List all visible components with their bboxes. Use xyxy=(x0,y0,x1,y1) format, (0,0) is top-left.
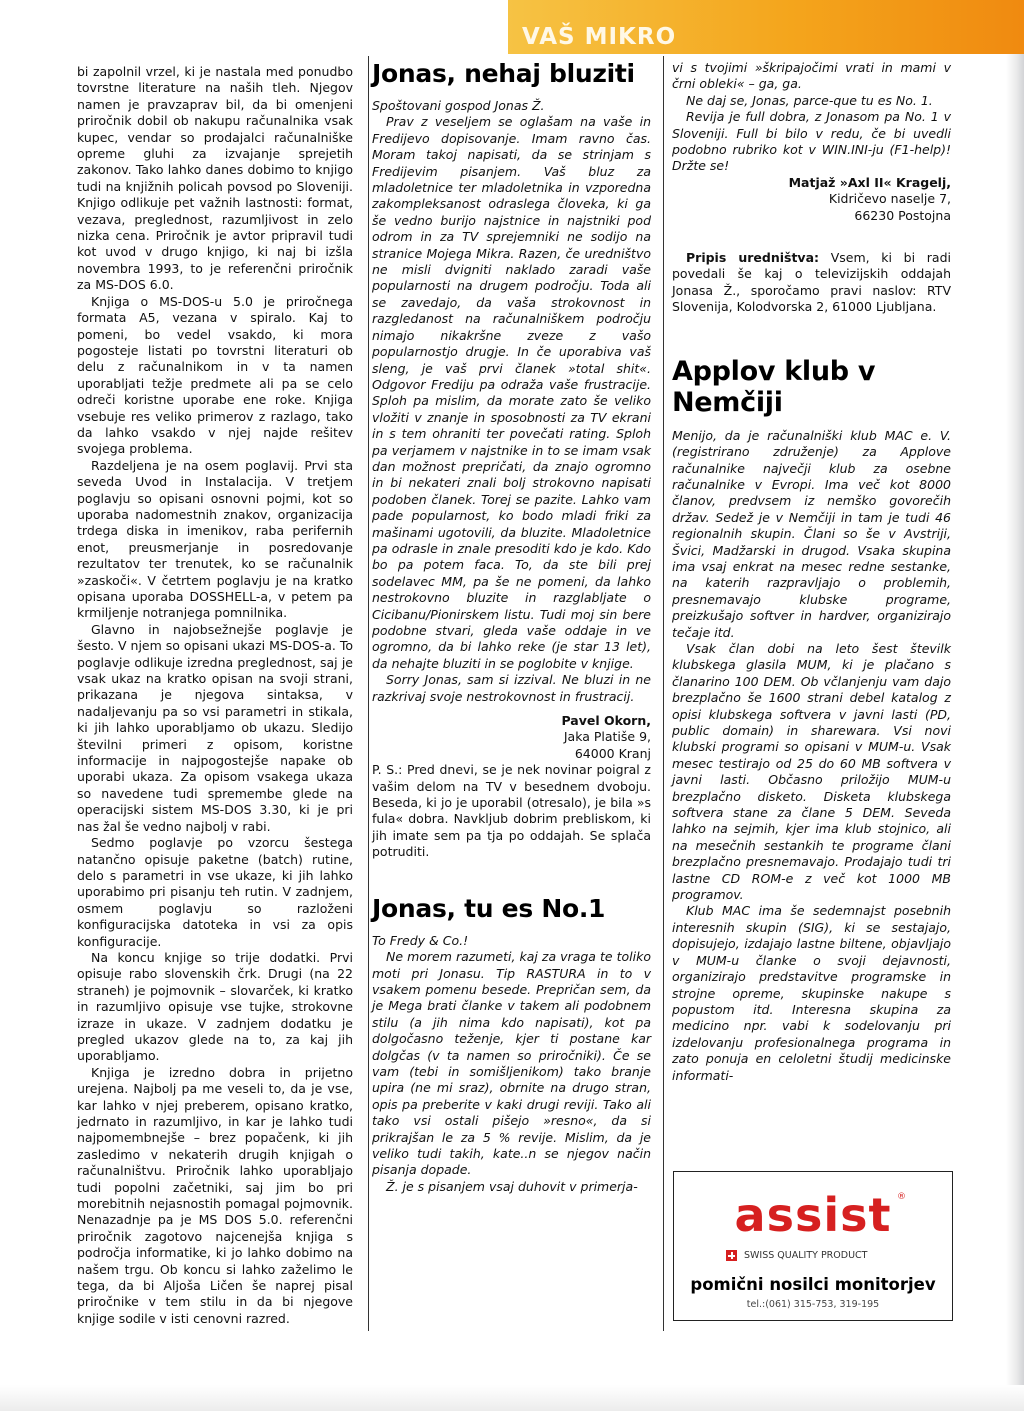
ad-tagline-text: SWISS QUALITY PRODUCT xyxy=(744,1250,868,1261)
letter-title: Jonas, nehaj bluziti xyxy=(372,59,635,88)
column-right xyxy=(672,60,951,1084)
letter-paragraph: Ne morem razumeti, kaj za vraga te toliko moti pri Jonasu. Tip RASTURA in to v vsakem pomenu besede. Prepričan sem, da je Mega brati članke v takem ali podobnem stilu (a jih nima kdo napisati), kot pa dolgočasno teženje, kjer ti postane kar dolgčas (v ta namen so priročniki). Če se vam (tebi in somišljenikom) tako branje upira (ne mi sraz), obrnite na drugo stran, opis pa preberite v kaki drugi reviji. Tako ali tako vsi ostali pišejo »resno«, da si prikrajšan le za 5 % revije. Mislim, da je veliko tudi takih, kate..n se njegov način pisanja dopade. xyxy=(372,949,651,1178)
page-edge-shadow xyxy=(1006,54,1024,1411)
ad-brand-logo: assist xyxy=(734,1188,892,1242)
review-paragraph: Razdeljena je na osem poglavij. Prvi sta seveda Uvod in Instalacija. V tretjem poglavju so opisani osnovni pojmi, kot so uporaba nadomestnih znakov, organizacija trdega diska in imenikov, raba perifernih enot, preusmerjanje in posredovanje rezultatov ter trenutek, ko se računalnik »zaskoči«. V četrtem poglavju je na kratko opisana uporaba DOSSHELL-a, v petem pa krmiljenje notranjega pomnilnika. xyxy=(77,457,353,621)
swiss-cross-icon xyxy=(726,1250,737,1261)
letter-signature xyxy=(372,713,651,762)
ad-slogan: pomični nosilci monitorjev xyxy=(690,1275,936,1294)
signature-address: Jaka Platiše 9, xyxy=(563,729,651,745)
letter-paragraph: Ž. je s pisanjem vsaj duhovit v primerja- xyxy=(386,1178,638,1194)
review-paragraph: Glavno in najobsežnejše poglavje je šesto. V njem so opisani ukazi MS-DOS-a. To poglavje odlikuje izredna preglednost, saj je vsak ukaz na kratko opisan na svoji strani, prikazana je njegova sintaksa, v nadaljevanju pa so vsi parametri in stikala, ki jih lahko uporabljamo ob ukazu. Sledijo številni primeri z opisom, koristne informacije in najpogostejše napake ob uporabi ukaza. Za opisom vsakega ukaza so navedene tudi spremembe glede na operacijski sistem MS-DOS 3.30, ki je pri nas žal še vedno najbolj v rabi. xyxy=(77,621,353,834)
article-paragraph: Menijo, da je računalniški klub MAC e. V. (registrirano združenje) za Applove računalnike največji klub za osebne računalnike v Evropi. Ima več kot 8000 članov, predvsem iz nemško govorečih držav. Sedež je v Nemčiji in tam je tudi 46 regionalnih skupin. Člani so še v Avstriji, Švici, Madžarski in drugod. Vsaka skupina ima vsaj enkrat na mesec redne sestanke, na katerih razpravljajo o problemih, presnemavajo klubske programe, preizkušajo softver in hardver, organizirajo tečaje itd. xyxy=(672,427,951,640)
letter-paragraph: Prav z veseljem se oglašam na vaše in Fredijevo dopisovanje. Imam ravno čas. Moram takoj napisati, da se strinjam s Fredijevim pisanjem. Vaš bluz za mladoletnice ter mladoletnika in vzporedna zakompleksanost odraslega človeka, ki ga še vedno burijo najstnice in najstniki pod odrom in za TV sprejemniki ne sodijo na stranice Mojega Mikra. Razen, če uredništvo ne misli dvigniti naklado zaradi vaše popularnosti na drugem področju. Toda ali se zavedajo, da vaša strokovnost in razgledanost na računalniškem področju nimajo nikakršne zveze z vašo popularnostjo drugje. In če uporabiva vaš sleng, je vaš prvi članek »total shit«. Odgovor Frediju pa odraža vaše frustracije. Sploh pa mislim, da morate zato še veliko vložiti v znanje in sposobnosti za TV ekrani in s tem ohraniti ter povečati rating. Sploh pa verjamem v najstnike in to se imam vsak dan možnost prepričati, da znajo ogromno in bi nekateri znali bolj strokovno napisati podoben članek. Torej se pazite. Lahko vam pade popularnost, ko bodo mladi friki za mašinami ugotovili, da bluzite. Mladoletnice pa odrasle in znale presoditi kdo je kdo. Kdo bo pa potem faca. To, da ste bili prej sodelavec MM, pa še ne pomeni, da lahko nestrokovno bluzite in razglabljate o Cicibanu/Pionirskem listu. Tudi moj sin bere podobne stvari, gleda vaše oddaje in ve ogromno, da bi lahko reke (je star 13 let), da nehajte bluziti in se poglobite v knjige. xyxy=(372,114,651,671)
signature-name: Matjaž »Axl II« Kragelj, xyxy=(788,174,951,190)
signature-name: Pavel Okorn, xyxy=(561,713,651,729)
editor-note xyxy=(672,250,951,316)
letter-paragraph: vi s tvojimi »škripajočimi vrati in mami v črni obleki« – ga, ga. xyxy=(672,60,951,92)
registered-mark: ® xyxy=(897,1192,906,1202)
letter-title: Jonas, tu es No.1 xyxy=(372,893,606,923)
letter-signature xyxy=(672,175,951,224)
page-bottom-shade xyxy=(0,1385,1024,1411)
review-paragraph: Knjiga o MS-DOS-u 5.0 je priročnega formata A5, vezana v spiralo. Kaj to pomeni, bo vedel vsakdo, ki mora pogosteje listati po tovrstni literaturi ob delu z računalnikom in v ta namen uporabljati težje predmete ali pa se celo odreči koristne uporabe ene roke. Knjiga vsebuje res veliko primerov z razlago, tako da lahko vsakdo v njej najde rešitev svojega problema. xyxy=(77,293,353,457)
editor-note-text: Vsem, ki bi radi povedali še kaj o televizijskih oddajah Jonasa Ž., sporočamo pravi naslov: RTV Slovenija, Kolodvorska 2, 61000 Ljubljana. xyxy=(672,250,951,315)
letter-paragraph: Revija je full dobra, z Jonasom pa No. 1 v Sloveniji. Full bi bilo v redu, če bi uvedli podobno rubriko kot v WIN.INI-ju (F1-help)! Držte se! xyxy=(672,109,951,174)
article-paragraph: Klub MAC ima še sedemnajst posebnih interesnih skupin (SIG), ki se sestajajo, dopisujejo, izdajajo lastne biltene, objavljajo v MUM-u članke o svoji dejavnosti, organizirajo predstavitve programske in strojne opreme, skupinske nakupe s popustom itd. Interesna skupina za medicino npr. vabi k sodelovanju pri izdelovanju profesionalnega programa in zato ponuja en celoletni študij medicinske informati- xyxy=(672,903,951,1083)
editor-note-label: Pripis uredništva: xyxy=(686,250,820,266)
signature-city: 66230 Postojna xyxy=(854,207,951,223)
article-paragraph: Vsak član dobi na leto šest številk klubskega glasila MUM, ki je plačano s članarino 100 DEM. Ob včlanjenju vam dajo brezplačno še 1600 strani debel katalog z opisi klubskega softvera v javni lasti (PD, public domain) in sharewara. Vsi novi klubski programi so opisani v MUM-u. Vsak mesec testirajo od 25 do 60 MB softvera v javni lasti. Občasno priložijo MUM-u brezplačno disketo. Disketa klubskega softvera stane za člane 5 DEM. Seveda lahko na sejmih, kjer ima klub stojnico, ali na mesečnih sestankih te programe člani brezplačno presnemavajo. Prodajajo tudi tri lastne CD ROM-e z več kot 1000 MB programov. xyxy=(672,640,951,903)
letter-paragraph: To Fredy & Co.! xyxy=(372,932,469,948)
column-book-review xyxy=(77,64,353,1327)
assist-advertisement xyxy=(673,1171,953,1321)
letter-postscript: P. S.: Pred dnevi, se je nek novinar poigral z vašim delom na TV v besednem dvoboju. Beseda, ki jo je uporabil (otresalo), je bila »s fula« dobra. Navkljub dobrim prebliskom, ki jih imate sem pa tja po oddajah. Se splača potruditi. xyxy=(372,762,651,860)
ad-phone: tel.:(061) 315-753, 319-195 xyxy=(746,1299,880,1310)
review-paragraph: Knjiga je izredno dobra in prijetno urejena. Najbolj pa me veseli to, da je vse, kar lahko v njej preberem, opisano kratko, jedrnato in razumljivo, in kar je lahko tudi najpomembnejše – brez popačenk, ki jih zasledimo v nekaterih drugih knjigah o računalništvu. Priročnik lahko uporabljajo tudi popolni začetniki, saj jim bo pri morebitnih nejasnostih pomagal pojmovnik. Nenazadnje pa je MS DOS 5.0. referenčni priročnik zagotovo najcenejša knjiga s področja informatike, ki jo lahko dobimo na našem trgu. Ob koncu si lahko zaželimo le tega, da bi Aljoša Ličen še naprej pisal priročnike v tem stilu in da bi njegove knjige sodile v isti cenovni razred. xyxy=(77,1064,353,1326)
review-paragraph: Sedmo poglavje po vzorcu šestega natančno opisuje paketne (batch) rutine, delo s parametri in vse ukaze, ki jih lahko uporabimo pri pisanju teh rutin. V zadnjem, osmem poglavju so razloženi konfiguracijska datoteka in vsi za opis konfiguracije. xyxy=(77,835,353,949)
letter-paragraph: Ne daj se, Jonas, parce-que tu es No. 1. xyxy=(686,92,933,108)
column-rule-left xyxy=(368,56,369,1331)
ad-tagline xyxy=(726,1250,867,1261)
review-paragraph: Na koncu knjige so trije dodatki. Prvi opisuje rabo slovenskih črk. Drugi (na 22 straneh) je pojmovnik – slovarček, ki kratko in razumljivo opisuje vse tujke, strokovne izraze in ukaze. V zadnjem dodatku je pregled ukazov glede na to, za kaj jih uporabljamo. xyxy=(77,949,353,1064)
letter-paragraph: Spoštovani gospod Jonas Ž. xyxy=(372,98,545,113)
section-title: VAŠ MIKRO xyxy=(522,24,677,50)
letter-paragraph: Sorry Jonas, sam si izzival. Ne bluzi in ne razkrivaj svoje nestrokovnost in frustracij. xyxy=(372,672,651,704)
review-paragraph: bi zapolnil vrzel, ki je nastala med ponudbo tovrstne literature na naših tleh. Njegov namen je pravzaprav bil, da bi omenjeni priročnik dobil ob nakupu računalnika vsak kupec, vendar so prodajalci računalniške opreme gluhi za izvajanje sprejetih zakonov. Tako lahko danes dobimo to knjigo tudi na knjižnih policah povsod po Sloveniji. Knjigo odlikuje pet važnih lastnosti: format, vezava, preglednost, razumljivost in zelo nizka cena. Priročnik je avtor pripravil tudi kot uvod v drugo knjigo, ki naj bi izšla novembra 1993, to je referenčni priročnik za MS-DOS 6.0. xyxy=(77,64,353,293)
column-rule-right xyxy=(663,56,664,1331)
signature-address: Kidričevo naselje 7, xyxy=(828,191,951,207)
signature-city: 64000 Kranj xyxy=(574,745,651,761)
section-banner xyxy=(508,0,1024,54)
column-letters xyxy=(372,60,651,1195)
article-title: Applov klub v Nemčiji xyxy=(672,355,876,418)
